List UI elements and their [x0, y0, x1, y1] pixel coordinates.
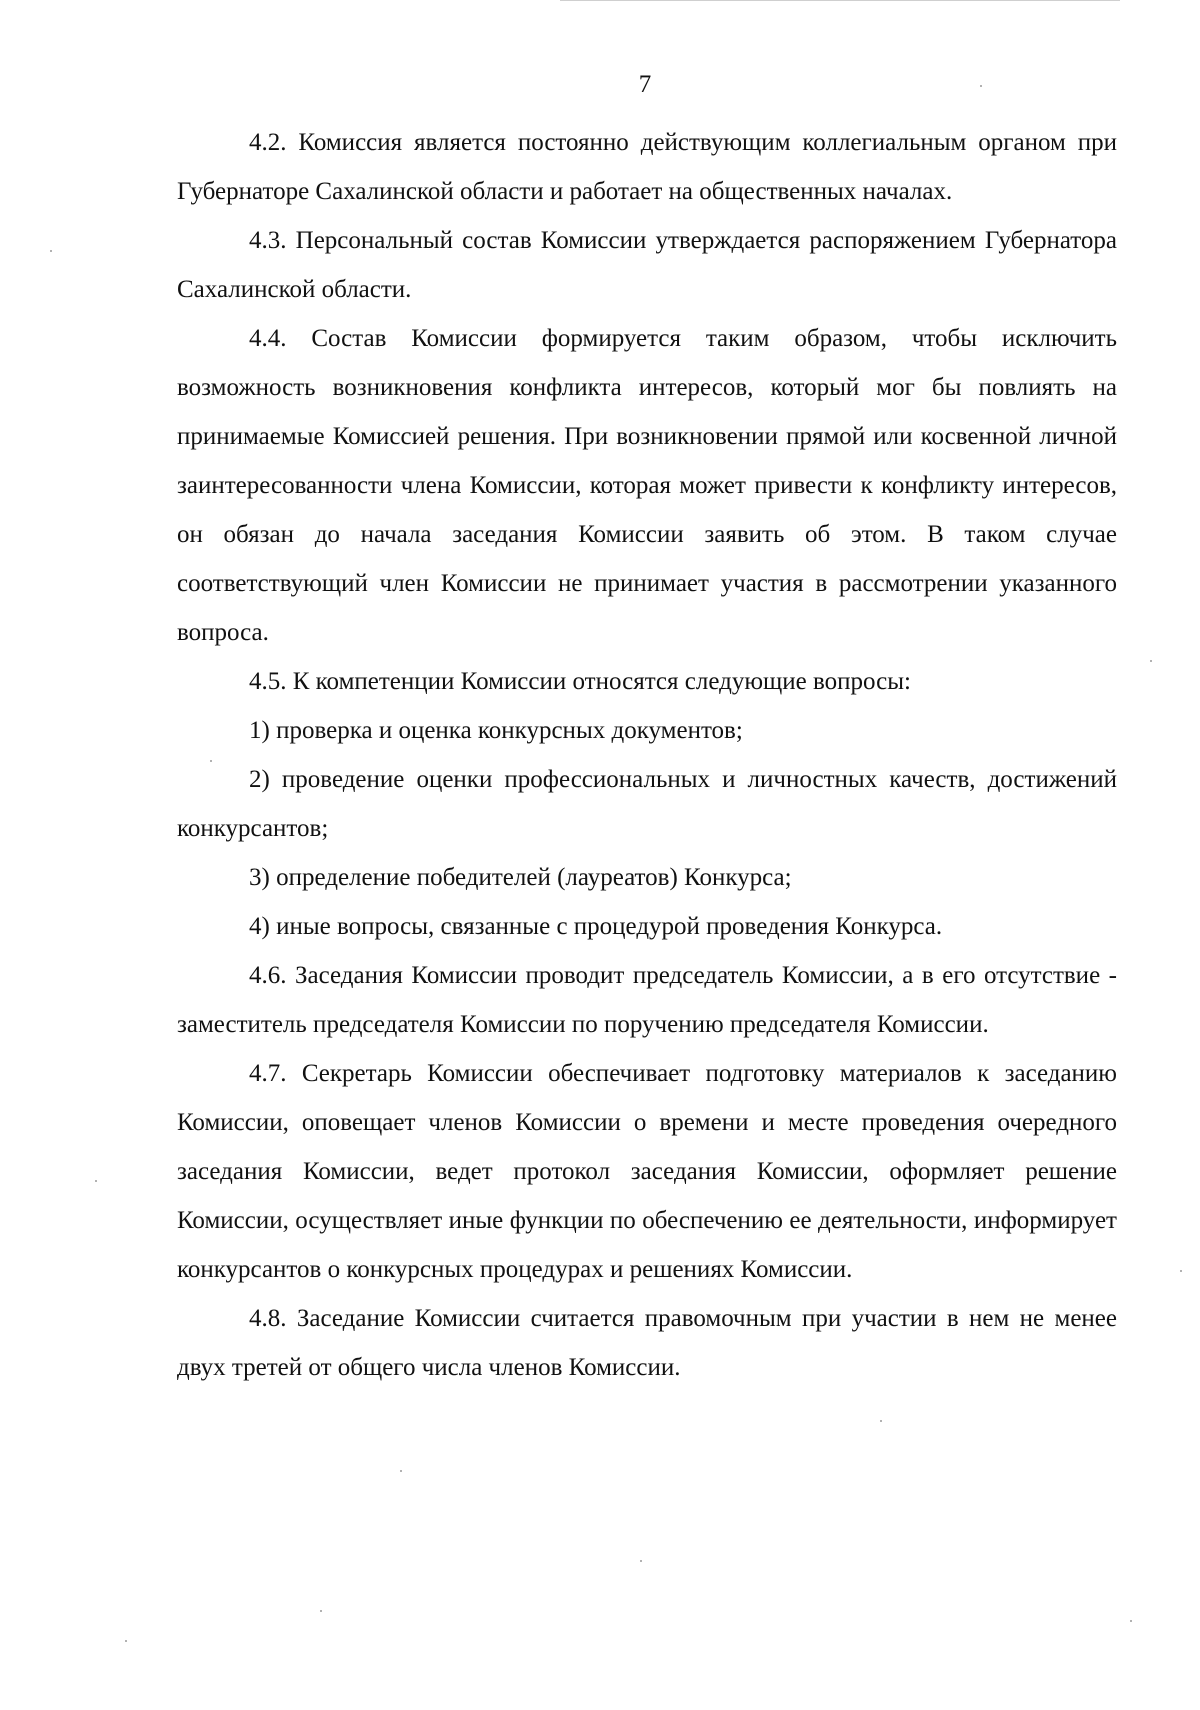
list-item-2: 2) проведение оценки профессиональных и личностных качеств, достижений конкурсантов;	[177, 766, 1117, 842]
document-body	[177, 118, 1117, 1392]
page-number: 7	[638, 71, 652, 98]
paragraph-4-6: 4.6. Заседания Комиссии проводит председатель Комиссии, а в его отсутствие - заместитель председателя Комиссии по поручению председателя Комиссии.	[177, 962, 1117, 1038]
scan-speck	[210, 760, 212, 762]
paragraph-4-7: 4.7. Секретарь Комиссии обеспечивает подготовку материалов к заседанию Комиссии, оповещает членов Комиссии о времени и месте проведения очередного заседания Комиссии, ведет протокол заседания Комиссии, оформляет решение Комиссии, осуществляет иные функции по обеспечению ее деятельности, информирует конкурсантов о конкурсных процедурах и решениях Комиссии.	[177, 1060, 1117, 1283]
scan-speck	[1150, 660, 1152, 662]
scan-speck	[400, 1470, 402, 1472]
scan-speck	[95, 1180, 97, 1182]
list-item-4: 4) иные вопросы, связанные с процедурой проведения Конкурса.	[249, 913, 943, 940]
scan-speck	[320, 1610, 322, 1612]
scan-speck	[1180, 1270, 1182, 1272]
list-item-1: 1) проверка и оценка конкурсных документов;	[249, 717, 743, 744]
scan-edge-line	[560, 0, 1120, 1]
paragraph-4-3: 4.3. Персональный состав Комиссии утверждается распоряжением Губернатора Сахалинской области.	[177, 227, 1117, 303]
paragraph-4-8: 4.8. Заседание Комиссии считается правомочным при участии в нем не менее двух третей от общего числа членов Комиссии.	[177, 1305, 1117, 1381]
paragraph-4-4: 4.4. Состав Комиссии формируется таким образом, чтобы исключить возможность возникновения конфликта интересов, который мог бы повлиять на принимаемые Комиссией решения. При возникновении прямой или косвенной личной заинтересованности члена Комиссии, которая может привести к конфликту интересов, он обязан до начала заседания Комиссии заявить об этом. В таком случае соответствующий член Комиссии не принимает участия в рассмотрении указанного вопроса.	[177, 325, 1117, 646]
paragraph-4-2: 4.2. Комиссия является постоянно действующим коллегиальным органом при Губернаторе Сахалинской области и работает на общественных началах.	[177, 129, 1117, 205]
paragraph-4-5: 4.5. К компетенции Комиссии относятся следующие вопросы:	[249, 668, 911, 695]
scan-speck	[640, 1560, 642, 1562]
scan-speck	[50, 250, 52, 252]
list-item-3: 3) определение победителей (лауреатов) Конкурса;	[249, 864, 792, 891]
scan-speck	[125, 1640, 127, 1642]
scan-speck	[1130, 1620, 1132, 1622]
scan-speck	[880, 1420, 882, 1422]
scan-speck	[980, 85, 982, 87]
